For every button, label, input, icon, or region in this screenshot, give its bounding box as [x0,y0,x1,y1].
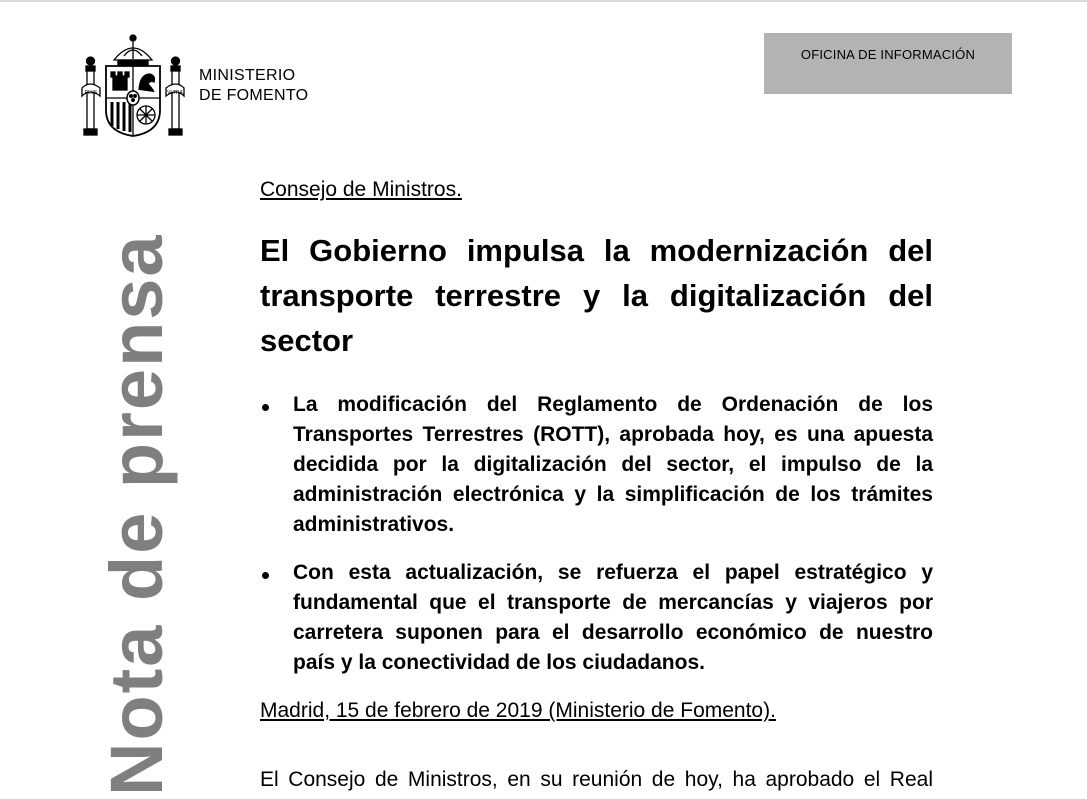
body-paragraph: El Consejo de Ministros, en su reunión de hoy, ha aprobado el Real [260,768,933,791]
press-release-sidebar-label: Nota de prensa [95,233,178,796]
section-heading: Consejo de Ministros. [260,178,462,201]
motto-right: VLTRA [167,90,183,96]
ministry-line-2: DE FOMENTO [199,87,309,104]
bullet-icon [262,572,269,579]
bullet-text: La modificación del Reglamento de Ordenación de los Transportes Terrestres (ROTT), aprobada hoy, es una apuesta decidida por la digitalización del sector, el impulso de la administración electrónica y la simplificación de los trámites administrativos. [293,393,933,536]
motto-left: PLVS [84,90,98,96]
headline: El Gobierno impulsa la modernización del transporte terrestre y la digitalización del sector [260,233,933,358]
bullet-icon [262,404,269,411]
list-item [260,390,933,540]
list-item [260,558,933,678]
coat-of-arms-icon [80,32,186,140]
office-badge [764,33,1012,94]
ministry-name [199,66,308,106]
dateline: Madrid, 15 de febrero de 2019 (Ministerio de Fomento). [260,699,776,722]
bullet-text: Con esta actualización, se refuerza el papel estratégico y fundamental que el transporte de mercancías y viajeros por carretera suponen para el desarrollo económico de nuestro país y la conectividad de los ciudadanos. [293,561,933,674]
office-label: OFICINA DE INFORMACIÓN [800,47,976,62]
top-rule [0,0,1087,2]
highlights-list [260,390,933,696]
ministry-line-1: MINISTERIO [199,67,296,84]
